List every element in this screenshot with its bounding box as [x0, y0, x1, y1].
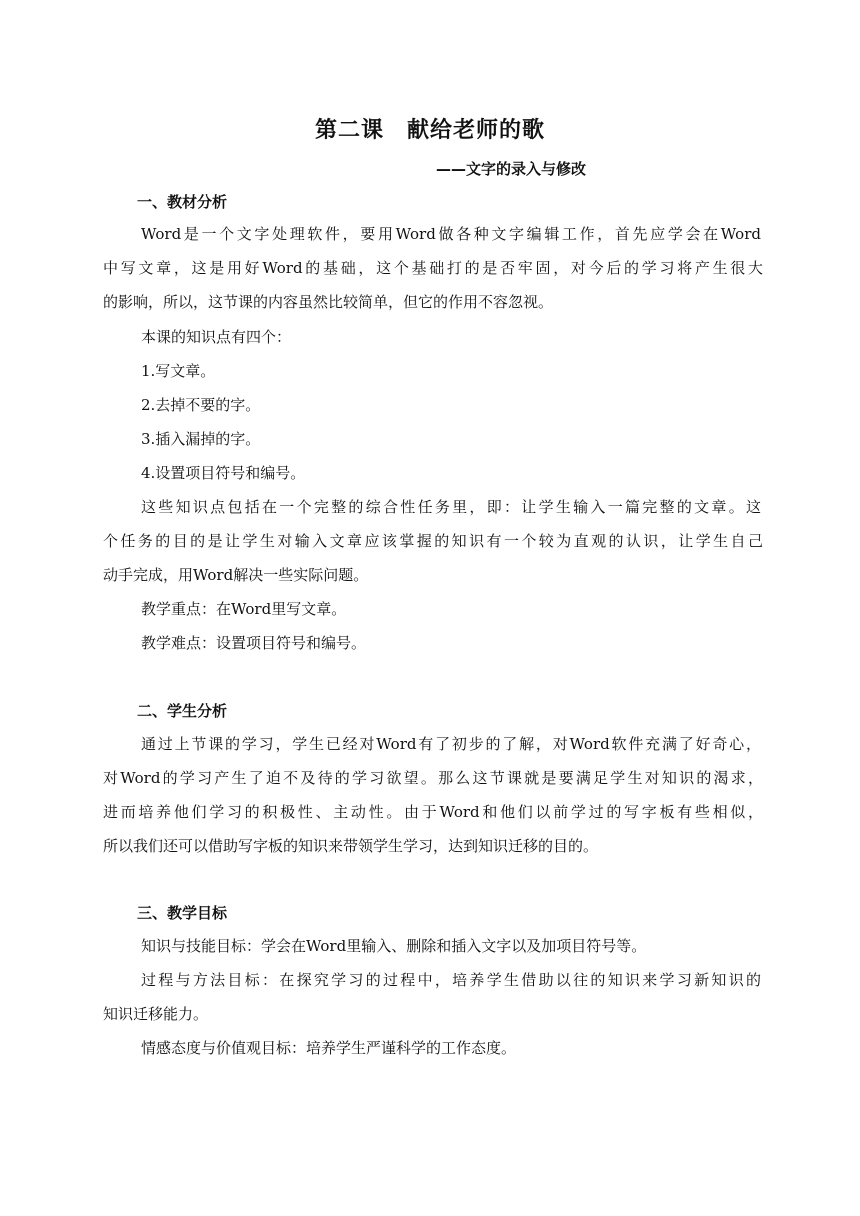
goal-process-method: 过程与方法目标：在探究学习的过程中，培养学生借助以往的知识来学习新知识的	[141, 971, 761, 989]
paragraph-line: 个任务的目的是让学生对输入文章应该掌握的知识有一个较为直观的认识，让学生自己	[103, 532, 763, 550]
lesson-subtitle: ——文字的录入与修改	[436, 160, 587, 178]
paragraph-line: 中写文章，这是用好Word的基础，这个基础打的是否牢固，对今后的学习将产生很大	[103, 259, 763, 277]
section-heading-textbook-analysis: 一、教材分析	[137, 193, 228, 211]
list-item: 2.去掉不要的字。	[141, 396, 261, 414]
section-heading-student-analysis: 二、学生分析	[137, 702, 228, 720]
paragraph-line: 的影响，所以，这节课的内容虽然比较简单，但它的作用不容忽视。	[103, 293, 554, 311]
lesson-title: 第二课 献给老师的歌	[314, 118, 545, 143]
paragraph-line: 通过上节课的学习，学生已经对Word有了初步的了解，对Word软件充满了好奇心，	[141, 735, 761, 753]
list-item: 3.插入漏掉的字。	[141, 430, 261, 448]
list-item: 1.写文章。	[141, 362, 216, 380]
paragraph-line: 所以我们还可以借助写字板的知识来带领学生学习，达到知识迁移的目的。	[103, 837, 599, 855]
goal-process-method-continued: 知识迁移能力。	[103, 1005, 209, 1023]
paragraph-line: 对Word的学习产生了迫不及待的学习欲望。那么这节课就是要满足学生对知识的渴求，	[103, 769, 763, 787]
difficult-point: 教学难点：设置项目符号和编号。	[141, 634, 367, 652]
paragraph-line: 这些知识点包括在一个完整的综合性任务里，即：让学生输入一篇完整的文章。这	[141, 498, 761, 516]
paragraph-line: Word是一个文字处理软件，要用Word做各种文字编辑工作，首先应学会在Word	[141, 225, 761, 243]
goal-knowledge-skill: 知识与技能目标：学会在Word里输入、删除和插入文字以及加项目符号等。	[141, 937, 647, 955]
section-heading-teaching-goals: 三、教学目标	[137, 904, 228, 922]
goal-emotion-values: 情感态度与价值观目标：培养学生严谨科学的工作态度。	[141, 1039, 517, 1057]
paragraph-line: 动手完成，用Word解决一些实际问题。	[103, 566, 369, 584]
key-point: 教学重点：在Word里写文章。	[141, 600, 347, 618]
paragraph-line: 本课的知识点有四个：	[141, 328, 292, 346]
paragraph-line: 进而培养他们学习的积极性、主动性。由于Word和他们以前学过的写字板有些相似，	[103, 803, 763, 821]
list-item: 4.设置项目符号和编号。	[141, 464, 306, 482]
